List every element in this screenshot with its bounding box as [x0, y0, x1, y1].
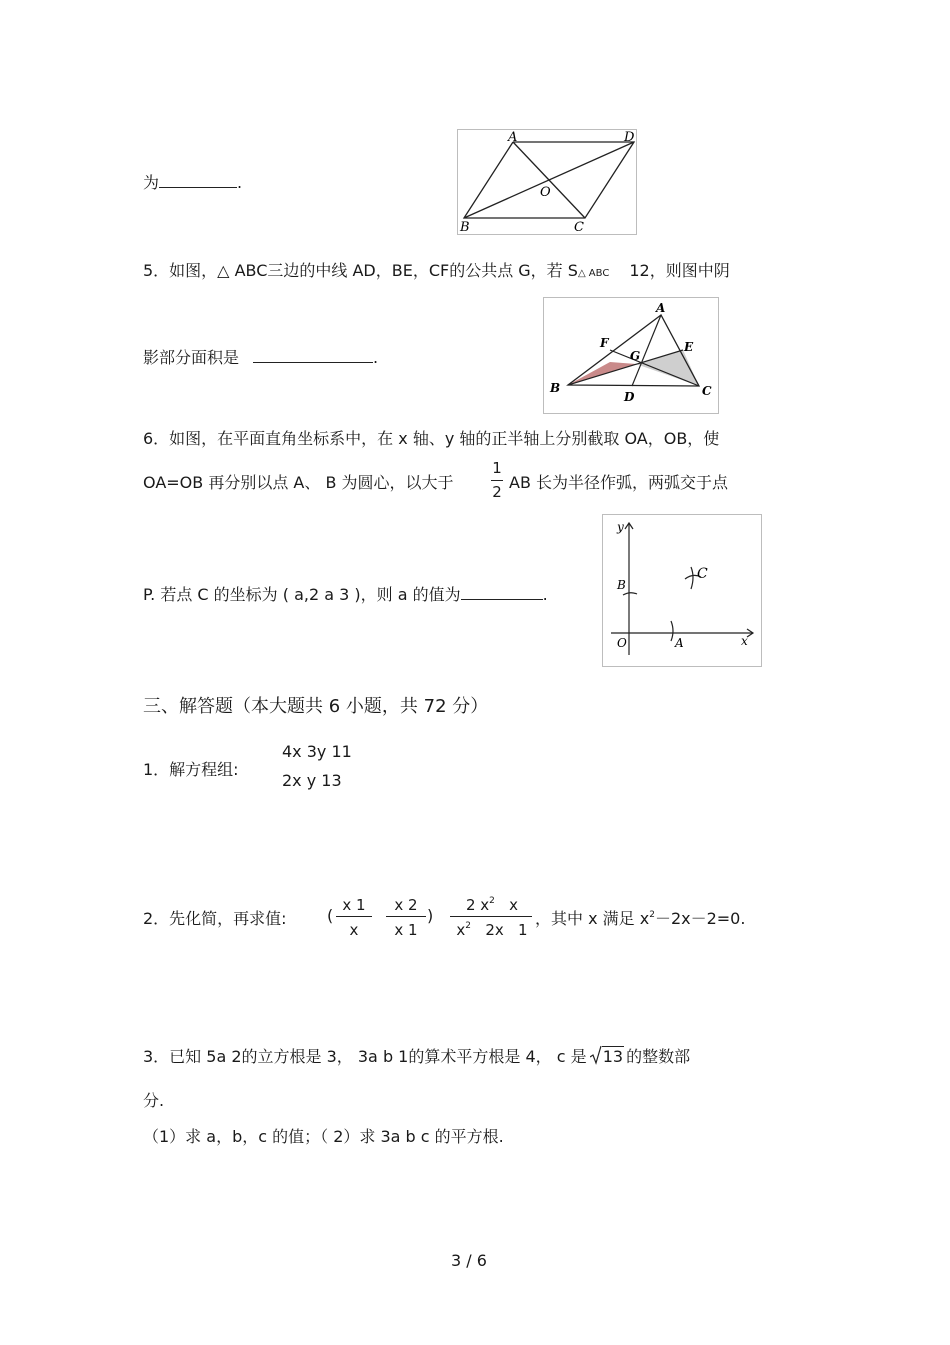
q6-line2-b: AB 长为半径作弧，两弧交于点	[509, 473, 729, 492]
q4-answer-line	[143, 170, 242, 193]
q5-line2-end: .	[373, 348, 379, 367]
q5-text: 5．如图，△ ABC三边的中线 AD，BE，CF的公共点 G，若 S	[143, 261, 578, 280]
q6-line2-a: OA=OB 再分别以点 A、 B 为圆心，以大于	[143, 473, 454, 492]
q5-label-b: B	[550, 381, 561, 395]
q6-line1: 6．如图，在平面直角坐标系中，在 x 轴、y 轴的正半轴上分别截取 OA，OB，使	[143, 429, 720, 448]
q6-frac-den: 2	[492, 483, 502, 501]
s2-f1-num: x 1	[342, 896, 366, 914]
q4-prefix: 为	[143, 173, 160, 192]
section3-title: 三、解答题（本大题共 6 小题，共 72 分）	[143, 696, 489, 717]
s1-label: 1．解方程组:	[143, 760, 239, 779]
q5-line2	[143, 345, 378, 368]
q4-label-a: A	[508, 130, 518, 145]
s2-f2-num: x 2	[394, 896, 418, 914]
s1-eq2: 2x y 13	[282, 771, 342, 790]
q5-label-g: G	[630, 349, 641, 363]
q5-subscript: △ ABC	[577, 268, 610, 279]
q4-label-o: O	[540, 185, 551, 200]
s2-f3-den-sup: 2	[465, 921, 472, 931]
s2-tail	[535, 906, 745, 929]
q5-label-a: A	[656, 301, 666, 315]
s2-f3-den	[450, 921, 534, 939]
q6-frac-bar	[491, 480, 503, 481]
q4-answer-blank[interactable]	[159, 173, 237, 188]
s3-sqrt	[592, 1047, 624, 1066]
q5-answer-blank[interactable]	[253, 348, 373, 363]
s2-f3-num-a: 2 x	[465, 896, 490, 914]
s3-line2: 分.	[143, 1091, 165, 1110]
q6-frac-num: 1	[492, 459, 502, 477]
s3-line1-a: 3．已知 5a 2的立方根是 3， 3a b 1的算术平方根是 4， c 是	[143, 1047, 587, 1066]
q5-label-c: C	[702, 384, 712, 398]
q5-triangle-figure	[543, 297, 719, 414]
s2-rparen: )	[427, 906, 434, 925]
s3-line1-b: 的整数部	[626, 1047, 691, 1066]
q4-label-d: D	[624, 130, 635, 145]
q5-label-e: E	[684, 340, 694, 354]
q6-label-x: x	[741, 634, 748, 648]
q5-label-f: F	[600, 336, 609, 350]
s3-radicand: 13	[602, 1047, 624, 1066]
s2-label: 2．先化简，再求值:	[143, 909, 287, 928]
q5-label-d: D	[624, 390, 635, 404]
q6-line3	[143, 582, 548, 605]
s3-line1	[143, 1044, 690, 1067]
sqrt-icon	[590, 1045, 602, 1065]
s2-f3-den-a: x	[456, 921, 466, 939]
q6-label-y: y	[617, 520, 624, 534]
s2-f3-num-b: x	[494, 896, 519, 914]
s2-f2-bar	[386, 916, 426, 917]
q4-suffix: .	[237, 173, 243, 192]
q5-line2-text: 影部分面积是	[143, 348, 240, 367]
q6-coordinate-figure	[602, 514, 762, 667]
q6-label-c: C	[697, 566, 708, 582]
q4-label-b: B	[460, 220, 470, 234]
s2-f3-num	[450, 896, 534, 914]
s2-f3-bar	[450, 916, 532, 917]
s2-f2-den: x 1	[394, 921, 418, 939]
s3-line3: （1）求 a，b，c 的值；（ 2）求 3a b c 的平方根.	[143, 1127, 504, 1146]
s1-eq1: 4x 3y 11	[282, 742, 352, 761]
s2-f3-den-b: 2x 1	[471, 921, 528, 939]
q6-label-b: B	[617, 578, 626, 592]
s2-tail-b: －2x－2=0.	[654, 909, 746, 928]
s2-lparen: (	[327, 906, 334, 925]
q6-line3-text: P. 若点 C 的坐标为 ( a,2 a 3 )，则 a 的值为	[143, 585, 461, 604]
s2-f3-num-sup: 2	[489, 896, 495, 906]
q5-text-end: 12，则图中阴	[629, 261, 730, 280]
q6-label-a: A	[675, 636, 684, 650]
q4-label-c: C	[574, 220, 584, 234]
q6-answer-blank[interactable]	[461, 585, 543, 600]
s2-tail-a: ，其中 x 满足 x	[535, 909, 650, 928]
s2-f1-bar	[336, 916, 372, 917]
page-number: 3 / 6	[451, 1251, 487, 1270]
s2-tail-sup: 2	[649, 910, 655, 920]
s2-f1-den: x	[349, 921, 359, 939]
q6-line3-end: .	[542, 585, 548, 604]
q6-label-o: O	[617, 636, 627, 650]
q4-parallelogram-figure	[457, 129, 637, 235]
q5-line1	[143, 258, 730, 281]
